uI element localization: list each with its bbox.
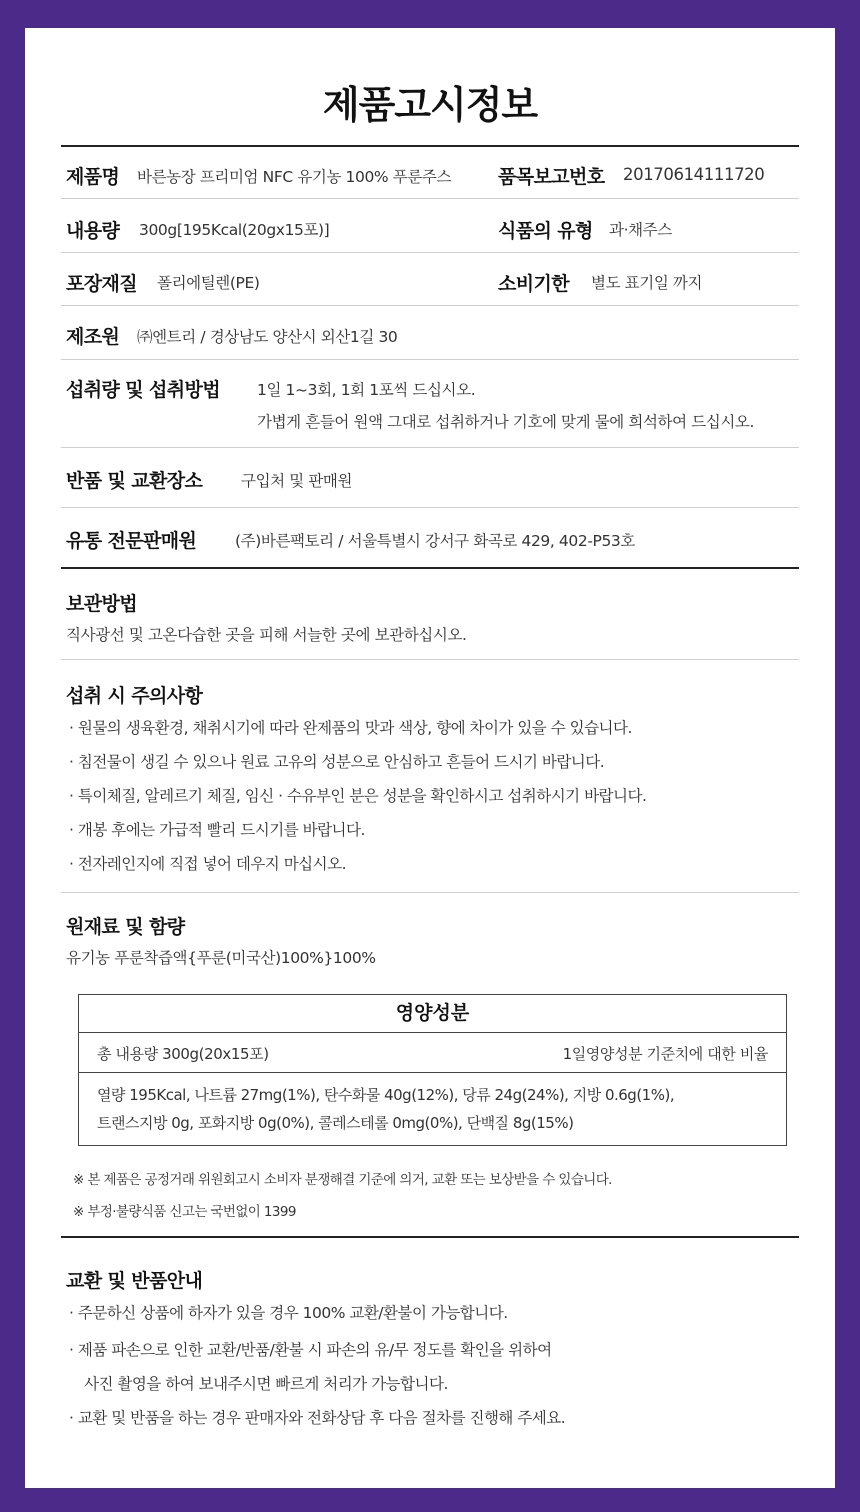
report-no-value: 20170614111720 xyxy=(623,165,765,184)
ingredients-title: 원재료 및 함량 xyxy=(66,916,185,938)
list-item: · 전자레인지에 직접 넣어 데우지 마십시오. xyxy=(69,855,347,873)
intake-value-1: 1일 1~3회, 1회 1포씩 드십시오. xyxy=(257,381,476,399)
list-item: · 원물의 생육환경, 채취시기에 따라 완제품의 맛과 색상, 향에 차이가 있을 수 있습니다. xyxy=(69,719,632,737)
divider xyxy=(61,252,799,253)
list-item: · 특이체질, 알레르기 체질, 임신 · 수유부인 분은 성분을 확인하시고 섭취하시기 바랍니다. xyxy=(69,787,647,805)
nutrition-line-1: 열량 195Kcal, 나트륨 27mg(1%), 탄수화물 40g(12%), 당류 24g(24%), 지방 0.6g(1%), xyxy=(97,1086,675,1104)
divider xyxy=(61,145,799,147)
list-item: · 교환 및 반품을 하는 경우 판매자와 전화상담 후 다음 절차를 진행해 주세요. xyxy=(69,1409,566,1427)
nutrition-table xyxy=(78,994,787,1146)
intake-label: 섭취량 및 섭취방법 xyxy=(66,379,221,401)
divider xyxy=(61,359,799,360)
return-place-value: 구입처 및 판매원 xyxy=(241,472,353,490)
intake-value-2: 가볍게 흔들어 원액 그대로 섭취하거나 기호에 맞게 물에 희석하여 드십시오. xyxy=(257,413,755,431)
expiry-value: 별도 표기일 까지 xyxy=(591,274,703,292)
list-item: · 개봉 후에는 가급적 빨리 드시기를 바랍니다. xyxy=(69,821,365,839)
cautions-title: 섭취 시 주의사항 xyxy=(66,685,203,707)
divider xyxy=(61,659,799,660)
list-item: 사진 촬영을 하여 보내주시면 빠르게 처리가 가능합니다. xyxy=(84,1375,448,1393)
report-no-label: 품목보고번호 xyxy=(498,166,605,188)
packaging-label: 포장재질 xyxy=(66,273,138,295)
storage-text: 직사광선 및 고온다습한 곳을 피해 서늘한 곳에 보관하십시오. xyxy=(66,626,467,644)
divider xyxy=(61,507,799,508)
maker-label: 제조원 xyxy=(66,326,120,348)
volume-label: 내용량 xyxy=(66,220,120,242)
nutrition-total: 총 내용량 300g(20x15포) xyxy=(97,1045,269,1063)
product-info-card xyxy=(25,28,835,1488)
storage-title: 보관방법 xyxy=(66,593,138,615)
maker-value: ㈜엔트리 / 경상남도 양산시 외산1길 30 xyxy=(137,328,398,346)
divider xyxy=(61,1236,799,1238)
divider xyxy=(61,305,799,306)
food-type-value: 과·채주스 xyxy=(609,221,672,239)
exchange-title: 교환 및 반품안내 xyxy=(66,1270,203,1292)
nutrition-line-2: 트랜스지방 0g, 포화지방 0g(0%), 콜레스테롤 0mg(0%), 단백질 8g(15%) xyxy=(97,1114,574,1132)
seller-value: (주)바른팩토리 / 서울특별시 강서구 화곡로 429, 402-P53호 xyxy=(235,532,635,550)
nutrition-ratio-label: 1일영양성분 기준치에 대한 비율 xyxy=(562,1045,768,1063)
divider xyxy=(61,567,799,569)
volume-value: 300g[195Kcal(20gx15포)] xyxy=(139,221,330,239)
product-name-value: 바른농장 프리미엄 NFC 유기농 100% 푸룬주스 xyxy=(137,168,452,186)
nutrition-subheader xyxy=(79,1032,786,1073)
nutrition-title: 영양성분 xyxy=(79,995,786,1033)
divider xyxy=(61,892,799,893)
return-place-label: 반품 및 교환장소 xyxy=(66,470,203,492)
product-info-content xyxy=(61,28,799,1488)
notice-text: ※ 본 제품은 공정거래 위원회고시 소비자 분쟁해결 기준에 의거, 교환 또는 보상받을 수 있습니다. xyxy=(73,1172,612,1188)
divider xyxy=(61,198,799,199)
packaging-value: 폴리에틸렌(PE) xyxy=(157,274,260,292)
product-name-label: 제품명 xyxy=(66,166,120,188)
list-item: · 주문하신 상품에 하자가 있을 경우 100% 교환/환불이 가능합니다. xyxy=(69,1304,508,1322)
page-title: 제품고시정보 xyxy=(322,83,538,127)
expiry-label: 소비기한 xyxy=(498,273,570,295)
notice-text: ※ 부정·불량식품 신고는 국번없이 1399 xyxy=(73,1204,296,1220)
seller-label: 유통 전문판매원 xyxy=(66,530,197,552)
divider xyxy=(61,447,799,448)
food-type-label: 식품의 유형 xyxy=(498,220,593,242)
list-item: · 제품 파손으로 인한 교환/반품/환불 시 파손의 유/무 정도를 확인을 위하여 xyxy=(69,1341,552,1359)
list-item: · 침전물이 생길 수 있으나 원료 고유의 성분으로 안심하고 흔들어 드시기 바랍니다. xyxy=(69,753,605,771)
ingredients-text: 유기농 푸룬착즙액{푸룬(미국산)100%}100% xyxy=(66,949,376,967)
